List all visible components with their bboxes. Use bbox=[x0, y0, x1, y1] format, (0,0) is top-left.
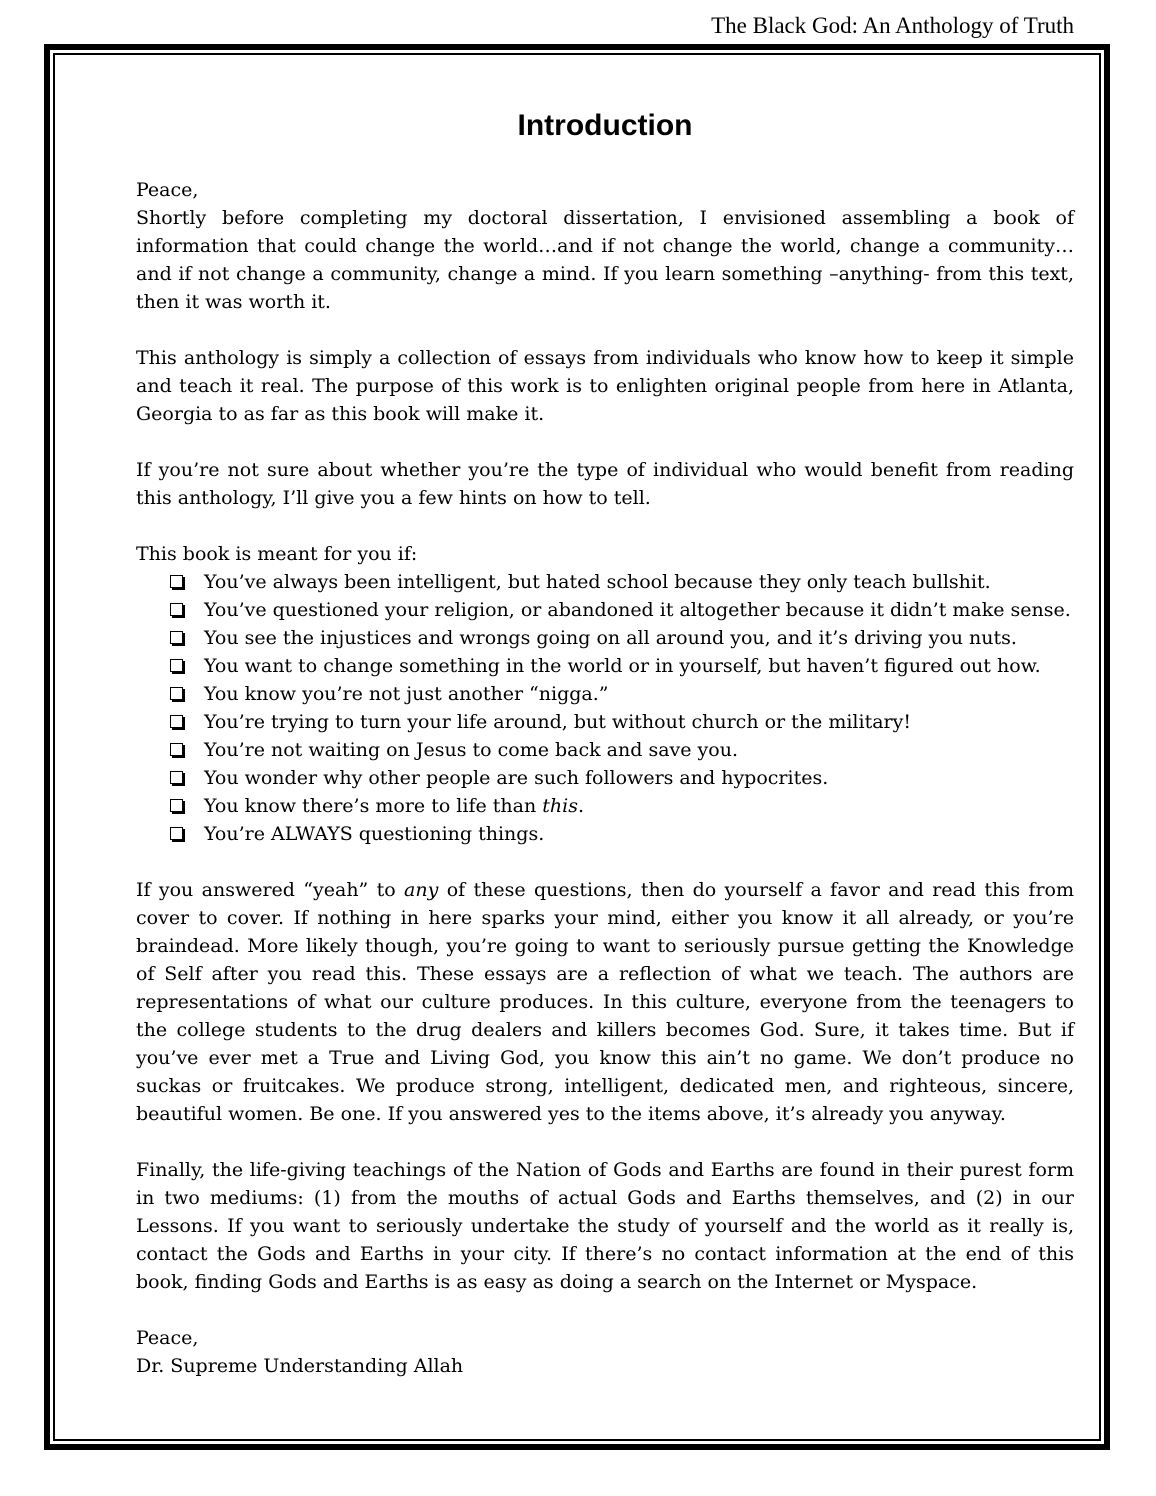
list-item bbox=[170, 568, 1074, 596]
page-title: Introduction bbox=[517, 109, 693, 142]
closing: Peace, bbox=[136, 1327, 199, 1349]
list-item-text: You’re not waiting on Jesus to come back and save you. bbox=[204, 739, 738, 761]
list-item bbox=[170, 820, 1074, 848]
list-intro: This book is meant for you if: bbox=[136, 543, 418, 565]
list-item bbox=[170, 736, 1074, 764]
paragraph-2: This anthology is simply a collection of essays from individuals who know how to keep it simple and teach it real. The purpose of this work is to enlighten original people from here in Atlanta, Georgia to as far as this book will make it. bbox=[136, 347, 1074, 425]
checkbox-icon bbox=[170, 575, 183, 588]
checkbox-icon bbox=[170, 827, 183, 840]
checkbox-icon bbox=[170, 687, 183, 700]
running-header: The Black God: An Anthology of Truth bbox=[711, 13, 1074, 38]
list-item bbox=[170, 708, 1074, 736]
answer-paragraph-after: of these questions, then do yourself a favor and read this from cover to cover. If nothing in here sparks your mind, either you know it all already, or you’re braindead. More likely though, you’re going to want to seriously pursue getting the Knowledge of Self after you read this. These essays are a reflection of what we teach. The authors are representations of what our culture produces. In this culture, everyone from the teenagers to the college students to the drug dealers and killers becomes God. Sure, it takes time. But if you’ve ever met a True and Living God, you know this ain’t no game. We don’t produce no suckas or fruitcakes. We produce strong, intelligent, dedicated men, and righteous, sincere, beautiful women. Be one. If you answered yes to the items above, it’s already you anyway. bbox=[136, 879, 1075, 1125]
list-item-text: You know you’re not just another “nigga.” bbox=[204, 683, 609, 705]
paragraph-3: If you’re not sure about whether you’re the type of individual who would benefit from reading this anthology, I’ll give you a few hints on how to tell. bbox=[136, 459, 1074, 509]
checkbox-icon bbox=[170, 603, 183, 616]
checkbox-icon bbox=[170, 631, 183, 644]
checkbox-icon bbox=[170, 743, 183, 756]
salutation: Peace, bbox=[136, 179, 199, 201]
answer-paragraph-before: If you answered “yeah” to bbox=[136, 879, 405, 901]
list-item-text-before: You know there’s more to life than bbox=[204, 795, 543, 817]
list-item-text: You’ve questioned your religion, or abandoned it altogether because it didn’t make sense. bbox=[204, 599, 1071, 621]
list-item-emphasis: this bbox=[542, 795, 578, 817]
list-item-text: You’ve always been intelligent, but hated school because they only teach bullshit. bbox=[204, 571, 991, 593]
list-item bbox=[170, 652, 1074, 680]
list-item bbox=[170, 596, 1074, 624]
list-item-text: You want to change something in the world or in yourself, but haven’t figured out how. bbox=[204, 655, 1041, 677]
list-item bbox=[170, 764, 1074, 792]
checkbox-icon bbox=[170, 659, 183, 672]
list-item-text: You’re ALWAYS questioning things. bbox=[204, 823, 545, 845]
checklist bbox=[136, 568, 1074, 848]
checkbox-icon bbox=[170, 771, 183, 784]
list-item-text: You wonder why other people are such followers and hypocrites. bbox=[204, 767, 829, 789]
document-body bbox=[136, 106, 1074, 1380]
list-item bbox=[170, 680, 1074, 708]
list-item bbox=[170, 792, 1074, 820]
final-paragraph: Finally, the life-giving teachings of the Nation of Gods and Earths are found in their purest form in two mediums: (1) from the mouths of actual Gods and Earths themselves, and (2) in our Lessons. If you want to seriously undertake the study of yourself and the world as it really is, contact the Gods and Earths in your city. If there’s no contact information at the end of this book, finding Gods and Earths is as easy as doing a search on the Internet or Myspace. bbox=[136, 1159, 1074, 1293]
list-item bbox=[170, 624, 1074, 652]
checkbox-icon bbox=[170, 715, 183, 728]
list-item-text: You see the injustices and wrongs going on all around you, and it’s driving you nuts. bbox=[204, 627, 1017, 649]
list-item-text: You’re trying to turn your life around, but without church or the military! bbox=[204, 711, 911, 733]
paragraph-1: Shortly before completing my doctoral dissertation, I envisioned assembling a book of information that could change the world…and if not change the world, change a community…and if not change a community, change a mind. If you learn something –anything- from this text, then it was worth it. bbox=[136, 207, 1074, 313]
checkbox-icon bbox=[170, 799, 183, 812]
answer-paragraph-emphasis: any bbox=[404, 879, 439, 901]
answer-paragraph bbox=[136, 876, 1074, 1128]
list-item-text-after: . bbox=[577, 795, 585, 817]
signature: Dr. Supreme Understanding Allah bbox=[136, 1355, 464, 1377]
